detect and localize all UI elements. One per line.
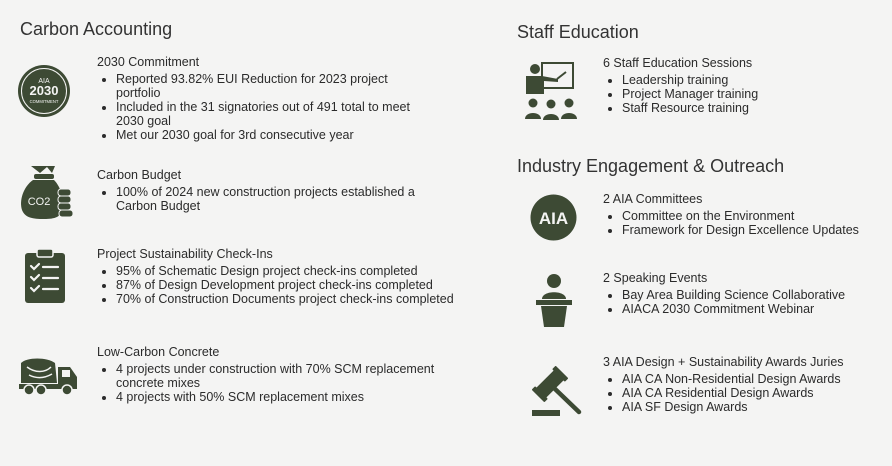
list-item: • Included in the 31 signatories out of 491 total to meet 2030 goal [116,100,417,128]
list-item: • AIA CA Non-Residential Design Awards [622,372,883,386]
section-title: Carbon Budget [97,168,182,182]
section-awards-juries [603,355,883,414]
list-item: • 95% of Schematic Design project check-ins completed [116,264,467,278]
section-staff-education-sessions [603,56,863,115]
bullet-list [603,73,863,115]
bullet-list [97,72,417,142]
bullet-list [97,264,467,306]
list-item: • AIA CA Residential Design Awards [622,386,883,400]
section-aia-committees [603,192,873,237]
section-title: 6 Staff Education Sessions [603,56,753,70]
section-speaking-events [603,271,873,316]
gavel-icon [532,366,584,418]
list-item: • 70% of Construction Documents project check-ins completed [116,292,467,306]
list-item: • 4 projects with 50% SCM replacement mixes [116,390,447,404]
list-item: • 4 projects under construction with 70% SCM replacement concrete mixes [116,362,447,390]
co2-money-bag-icon [19,163,75,221]
list-item: • Project Manager training [622,87,863,101]
list-item: • Bay Area Building Science Collaborative [622,288,873,302]
bullet-list [97,362,447,404]
list-item: • Met our 2030 goal for 3rd consecutive year [116,128,417,142]
list-item: • 100% of 2024 new construction projects established a Carbon Budget [116,185,427,213]
presentation-audience-icon [522,61,580,121]
staff-education-heading: Staff Education [517,22,639,42]
bullet-list [97,185,427,213]
concrete-mixer-truck-icon [19,357,79,397]
svg-text:COMMITMENT: COMMITMENT [29,99,59,104]
carbon-accounting-heading: Carbon Accounting [20,19,173,39]
industry-engagement-heading: Industry Engagement & Outreach [517,156,785,176]
list-item: • AIA SF Design Awards [622,400,883,414]
speaker-podium-icon [536,273,572,329]
svg-text:2030: 2030 [29,83,59,98]
list-item: • Leadership training [622,73,863,87]
list-item: • AIACA 2030 Commitment Webinar [622,302,873,316]
aia-2030-commitment-badge-icon [17,64,71,118]
svg-text:AIA: AIA [538,209,569,228]
section-title: 2 Speaking Events [603,271,708,285]
section-2030-commitment [97,55,417,142]
bullet-list [603,372,883,414]
bullet-list [603,209,873,237]
svg-text:CO2: CO2 [27,196,51,208]
list-item: • Framework for Design Excellence Updates [622,223,873,237]
list-item: • Reported 93.82% EUI Reduction for 2023 project portfolio [116,72,417,100]
bullet-list [603,288,873,316]
section-carbon-budget [97,168,427,213]
section-low-carbon-concrete [97,345,447,404]
clipboard-checklist-icon [24,248,66,304]
section-title: Low-Carbon Concrete [97,345,220,359]
section-title: 3 AIA Design + Sustainability Awards Juries [603,355,844,369]
section-title: Project Sustainability Check-Ins [97,247,273,261]
list-item: • Staff Resource training [622,101,863,115]
list-item: • Committee on the Environment [622,209,873,223]
section-title: 2030 Commitment [97,55,200,69]
list-item: • 87% of Design Development project check-ins completed [116,278,467,292]
section-title: 2 AIA Committees [603,192,703,206]
section-project-check-ins [97,247,467,306]
aia-circle-logo-icon [530,194,577,241]
svg-text:AIA: AIA [38,78,50,85]
